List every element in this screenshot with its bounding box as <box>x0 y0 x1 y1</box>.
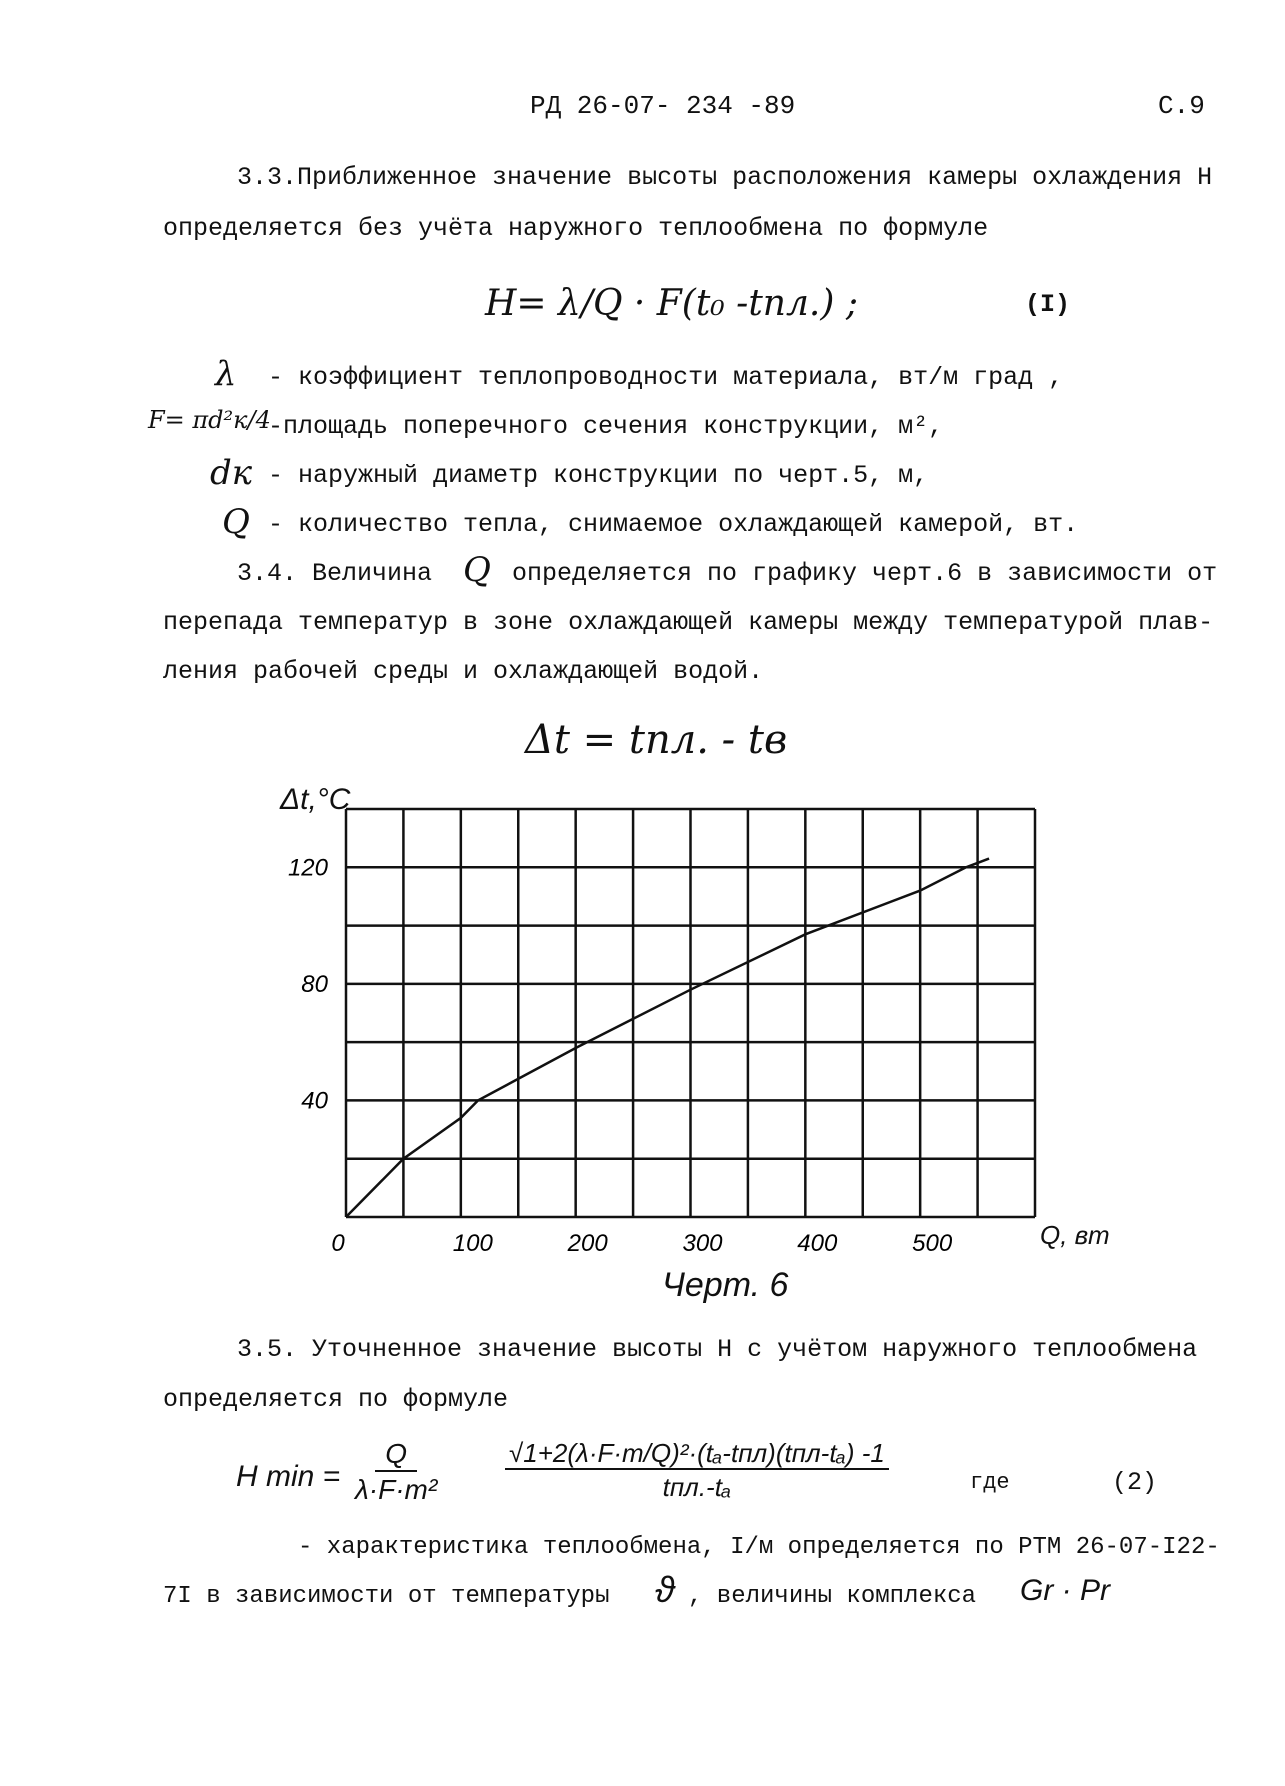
x-tick-label: 0 <box>331 1230 345 1257</box>
x-tick-label: 400 <box>797 1230 838 1257</box>
def-text-dk: - наружный диаметр конструкции по черт.5, м, <box>268 461 929 490</box>
chart-caption: Черт. 6 <box>662 1266 789 1304</box>
def-text-area: -площадь поперечного сечения конструкции, м², <box>268 412 944 441</box>
page-number: С.9 <box>1158 91 1205 121</box>
x-tick-label: 100 <box>452 1230 493 1257</box>
def-text-q: - количество тепла, снимаемое охлаждающей камерой, вт. <box>268 510 1079 539</box>
x-tick-label: 200 <box>567 1230 608 1257</box>
formula-2-frac1 <box>355 1440 437 1504</box>
formula-2-frac2 <box>505 1440 889 1500</box>
para-3-5-line4-a: 7I в зависимости от температуры <box>163 1583 610 1610</box>
y-tick-label: 80 <box>301 970 328 998</box>
data-curve <box>346 859 989 1217</box>
formula-2-frac1-den: λ·F·m² <box>355 1474 438 1505</box>
formula-1: H= λ/Q · F(t₀ -tпл.) ; <box>485 283 858 324</box>
y-axis-label: Δt,°C <box>280 783 351 816</box>
chart-title: Δt = tпл. - tв <box>525 717 788 763</box>
para-3-3-line2: определяется без учёта наружного теплообмена по формуле <box>163 214 989 243</box>
para-3-3-line1: 3.3.Приближенное значение высоты расположения камеры охлаждения Н <box>237 163 1213 192</box>
def-symbol-dk: dк <box>210 453 253 493</box>
doc-number: РД 26-07- 234 -89 <box>530 91 796 121</box>
formula-2-frac1-num: Q <box>375 1440 417 1472</box>
para-3-4-line1-b: определяется по графику черт.6 в зависимости от <box>512 559 1218 588</box>
para-3-4-line1-a: 3.4. Величина <box>237 559 433 588</box>
para-3-4-symbol: Q <box>463 550 491 590</box>
y-tick-label: 40 <box>301 1087 328 1115</box>
para-3-5-symbol-grpr: Gr · Pr <box>1020 1574 1110 1607</box>
def-symbol-q: Q <box>222 502 250 542</box>
y-tick-label: 120 <box>287 854 328 882</box>
para-3-4-line3: ления рабочей среды и охлаждающей водой. <box>163 657 764 686</box>
para-3-5-symbol-theta: ϑ <box>655 1569 675 1610</box>
para-3-4-line2: перепада температур в зоне охлаждающей камеры между температурой плав- <box>163 608 1214 637</box>
formula-2-frac2-num: √1+2(λ·F·m/Q)²·(tₐ-tпл)(tпл-tₐ) -1 <box>505 1440 889 1470</box>
formula-1-number: (I) <box>1025 290 1071 319</box>
para-3-5-line2: определяется по формуле <box>163 1385 509 1414</box>
def-text-lambda: - коэффициент теплопроводности материала, вт/м град , <box>268 363 1064 392</box>
x-tick-label: 500 <box>912 1230 953 1257</box>
x-axis-label: Q, вт <box>1040 1220 1110 1250</box>
formula-2-where: где <box>970 1470 1010 1495</box>
def-symbol-area: F= πd²к/4 <box>148 406 271 434</box>
x-tick-label: 300 <box>682 1230 723 1257</box>
para-3-5-line1: 3.5. Уточненное значение высоты Н с учётом наружного теплообмена <box>237 1335 1198 1364</box>
para-3-5-line4-b: , величины комплекса <box>688 1583 977 1610</box>
def-symbol-lambda: λ <box>215 354 237 394</box>
formula-2-lhs: H min = <box>236 1460 341 1493</box>
formula-2-number: (2) <box>1112 1468 1158 1497</box>
para-3-5-line3: - характеристика теплообмена, I/м определяется по РТМ 26-07-I22- <box>298 1534 1220 1561</box>
formula-2-frac2-den: tпл.-tₐ <box>662 1472 732 1502</box>
